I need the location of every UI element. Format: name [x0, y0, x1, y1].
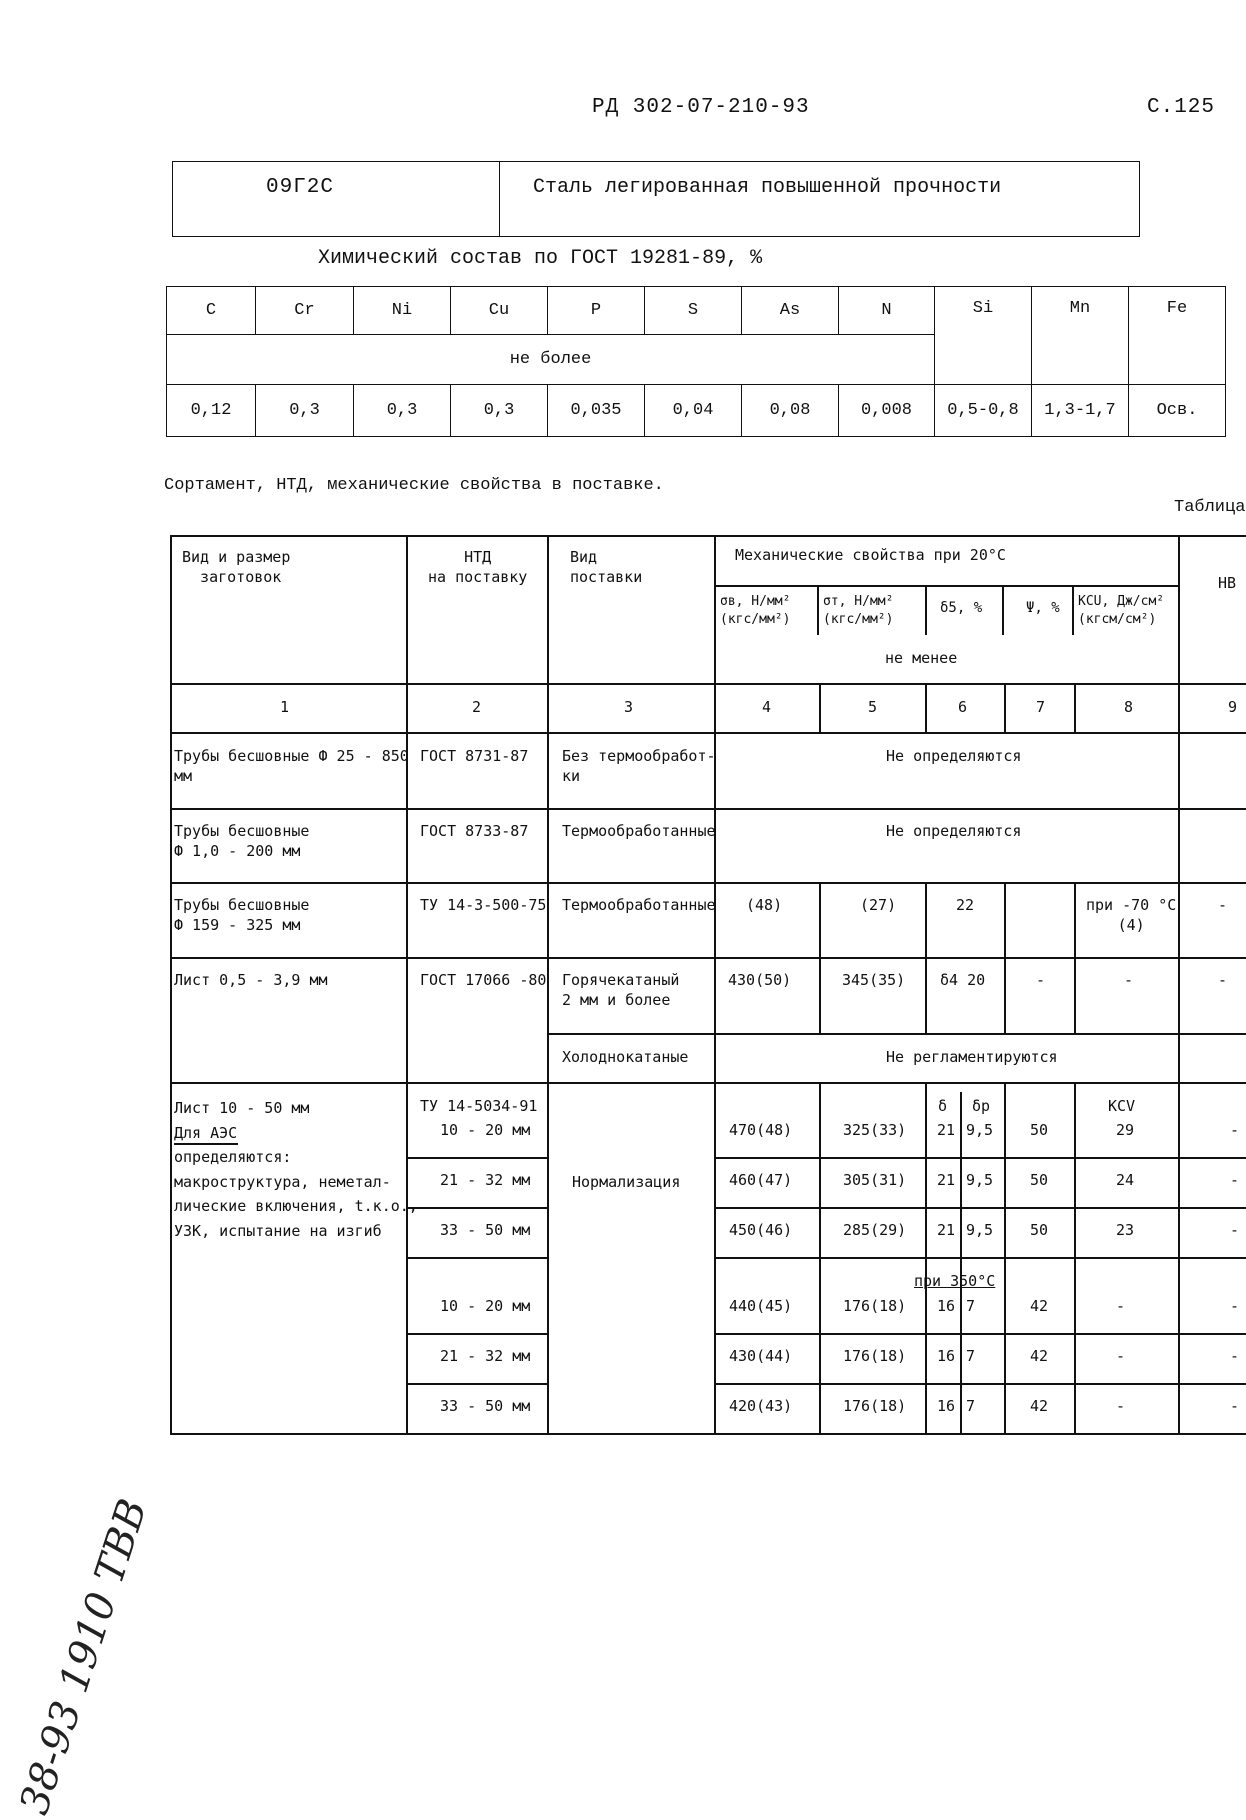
- row5-sub6-impact: -: [1116, 1397, 1126, 1415]
- row1-delivery: Без термообработ- ки: [562, 747, 716, 785]
- header-tensile-strength: σв, Н/мм² (кгс/мм²): [720, 594, 791, 627]
- row5-sub4-delta-p: 7: [966, 1297, 976, 1315]
- row5-delta-p-label: δр: [972, 1097, 991, 1115]
- col-number-8: 8: [1124, 698, 1134, 716]
- row5-sub2-size: 21 - 32 мм: [440, 1171, 531, 1189]
- chem-value-n: 0,008: [839, 385, 935, 437]
- col-number-6: 6: [958, 698, 968, 716]
- row5-sub5-size: 21 - 32 мм: [440, 1347, 531, 1365]
- row5-sub2-reduction: 50: [1030, 1171, 1049, 1189]
- row3-impact: при -70 °С (4): [1086, 896, 1177, 934]
- row3-yield: (27): [860, 896, 897, 914]
- chem-header-cu: Cu: [451, 287, 548, 335]
- header-reduction-area: Ψ, %: [1026, 600, 1060, 616]
- chem-header-cr: Cr: [256, 287, 354, 335]
- col-number-9: 9: [1228, 698, 1238, 716]
- header-mechanical-properties: Механические свойства при 20°С: [735, 546, 1006, 564]
- chem-value-mn: 1,3-1,7: [1032, 385, 1129, 437]
- chem-value-cu: 0,3: [451, 385, 548, 437]
- row5-sub3-delta: 21: [937, 1221, 956, 1239]
- chem-header-si: Si: [935, 287, 1032, 385]
- row1-blank: Трубы бесшовные Ф 25 - 850 мм: [174, 747, 409, 785]
- row5-sub6-delta-p: 7: [966, 1397, 976, 1415]
- row5-sub5-hb: -: [1230, 1347, 1240, 1365]
- row5-sub3-size: 33 - 50 мм: [440, 1221, 531, 1239]
- row3-ntd: ТУ 14-3-500-75: [420, 896, 547, 914]
- col-number-4: 4: [762, 698, 772, 716]
- row5-sub1-size: 10 - 20 мм: [440, 1121, 531, 1139]
- chemical-composition-caption: Химический состав по ГОСТ 19281-89, %: [318, 247, 763, 270]
- row2-ntd: ГОСТ 8733-87: [420, 822, 529, 840]
- assortment-caption: Сортамент, НТД, механические свойства в поставке.: [164, 476, 664, 495]
- row4a-reduction: -: [1036, 971, 1046, 989]
- row5-sub2-hb: -: [1230, 1171, 1240, 1189]
- row5-sub5-delta-p: 7: [966, 1347, 976, 1365]
- row5-sub1-impact: 29: [1116, 1121, 1135, 1139]
- header-impact-kcu: KCU, Дж/см² (кгсм/см²): [1078, 594, 1165, 627]
- row3-delivery: Термообработанные: [562, 896, 716, 914]
- row5-sub6-delta: 16: [937, 1397, 956, 1415]
- row4a-tensile: 430(50): [728, 971, 792, 989]
- row5-sub2-delta: 21: [937, 1171, 956, 1189]
- row2-delivery: Термообработанные: [562, 822, 716, 840]
- col-number-5: 5: [868, 698, 878, 716]
- row5-at-350: при 350°С: [914, 1272, 996, 1290]
- row5-sub5-tensile: 430(44): [729, 1347, 793, 1365]
- header-ntd: НТД на поставку: [428, 548, 528, 586]
- chem-value-ni: 0,3: [354, 385, 451, 437]
- row5-sub1-reduction: 50: [1030, 1121, 1049, 1139]
- row5-sub4-impact: -: [1116, 1297, 1126, 1315]
- chem-value-c: 0,12: [167, 385, 256, 437]
- header-not-less: не менее: [885, 649, 958, 667]
- row5-sub1-hb: -: [1230, 1121, 1240, 1139]
- row5-sub3-hb: -: [1230, 1221, 1240, 1239]
- row4a-yield: 345(35): [842, 971, 906, 989]
- chem-header-fe: Fe: [1129, 287, 1226, 385]
- row5-sub3-yield: 285(29): [843, 1221, 907, 1239]
- chem-header-as: As: [742, 287, 839, 335]
- col-number-1: 1: [280, 698, 290, 716]
- col-number-2: 2: [472, 698, 482, 716]
- row5-ntd: ТУ 14-5034-91: [420, 1097, 538, 1115]
- header-hb: НВ: [1218, 574, 1237, 592]
- row3-blank: Трубы бесшовные Ф 159 - 325 мм: [174, 896, 310, 934]
- chem-value-s: 0,04: [645, 385, 742, 437]
- row2-not-determined: Не определяются: [886, 822, 1022, 840]
- row5-sub3-tensile: 450(46): [729, 1221, 793, 1239]
- row5-sub4-reduction: 42: [1030, 1297, 1049, 1315]
- row4-ntd: ГОСТ 17066 -80: [420, 971, 547, 989]
- row5-sub2-delta-p: 9,5: [966, 1171, 994, 1189]
- row5-delivery: Нормализация: [572, 1173, 681, 1191]
- row5-sub6-tensile: 420(43): [729, 1397, 793, 1415]
- table-label: Таблица: [1174, 498, 1246, 517]
- row5-sub3-impact: 23: [1116, 1221, 1135, 1239]
- row5-delta-label: δ: [938, 1097, 948, 1115]
- row1-not-determined: Не определяются: [886, 747, 1022, 765]
- row5-sub5-yield: 176(18): [843, 1347, 907, 1365]
- row5-blank: Лист 10 - 50 мм Для АЭС определяются: макроструктура, неметал- лические включения, t.к.о., УЗК, испытание на изгиб: [174, 1099, 418, 1240]
- row3-hb: -: [1218, 896, 1228, 914]
- handwritten-margin-note: 38-93 1910 ТВВ: [11, 1493, 157, 1820]
- chem-header-p: P: [548, 287, 645, 335]
- row4a-hb: -: [1218, 971, 1228, 989]
- chem-value-cr: 0,3: [256, 385, 354, 437]
- document-code: РД 302-07-210-93: [592, 96, 810, 119]
- row4a-impact: -: [1124, 971, 1134, 989]
- row5-sub2-tensile: 460(47): [729, 1171, 793, 1189]
- chem-header-ni: Ni: [354, 287, 451, 335]
- chem-header-mn: Mn: [1032, 287, 1129, 385]
- chem-value-fe: Осв.: [1129, 385, 1226, 437]
- row4b-delivery: Холоднокатаные: [562, 1048, 689, 1066]
- col-number-7: 7: [1036, 698, 1046, 716]
- row3-elongation: 22: [956, 896, 975, 914]
- row4b-not-regulated: Не регламентируются: [886, 1048, 1058, 1066]
- row5-sub2-impact: 24: [1116, 1171, 1135, 1189]
- chem-header-n: N: [839, 287, 935, 335]
- row5-sub5-reduction: 42: [1030, 1347, 1049, 1365]
- row1-ntd: ГОСТ 8731-87: [420, 747, 529, 765]
- row5-kcv-label: KCV: [1108, 1097, 1136, 1115]
- header-elongation: δ5, %: [940, 600, 983, 616]
- row4a-delivery: Горячекатаный 2 мм и более: [562, 971, 680, 1009]
- row5-sub4-size: 10 - 20 мм: [440, 1297, 531, 1315]
- row5-sub4-tensile: 440(45): [729, 1297, 793, 1315]
- row4-blank: Лист 0,5 - 3,9 мм: [174, 971, 328, 989]
- col-number-3: 3: [624, 698, 634, 716]
- row5-sub6-yield: 176(18): [843, 1397, 907, 1415]
- row4a-elongation: δ4 20: [940, 971, 986, 989]
- row5-sub1-delta: 21: [937, 1121, 956, 1139]
- row5-sub6-hb: -: [1230, 1397, 1240, 1415]
- chem-note: не более: [167, 335, 935, 385]
- row5-sub3-reduction: 50: [1030, 1221, 1049, 1239]
- header-blank-type-size: Вид и размер заготовок: [182, 548, 291, 586]
- row5-sub1-yield: 325(33): [843, 1121, 907, 1139]
- row5-sub6-reduction: 42: [1030, 1397, 1049, 1415]
- row2-blank: Трубы бесшовные Ф 1,0 - 200 мм: [174, 822, 310, 860]
- steel-description: Сталь легированная повышенной прочности: [533, 176, 1002, 199]
- row5-sub4-yield: 176(18): [843, 1297, 907, 1315]
- row5-sub5-impact: -: [1116, 1347, 1126, 1365]
- row5-sub5-delta: 16: [937, 1347, 956, 1365]
- chem-header-s: S: [645, 287, 742, 335]
- steel-grade: 09Г2С: [266, 176, 335, 199]
- chem-header-c: C: [167, 287, 256, 335]
- page-number: С.125: [1147, 96, 1216, 119]
- header-yield-strength: σт, Н/мм² (кгс/мм²): [823, 594, 894, 627]
- row5-sub1-delta-p: 9,5: [966, 1121, 994, 1139]
- row5-sub4-delta: 16: [937, 1297, 956, 1315]
- chem-value-p: 0,035: [548, 385, 645, 437]
- row5-sub3-delta-p: 9,5: [966, 1221, 994, 1239]
- row3-tensile: (48): [746, 896, 783, 914]
- row5-sub4-hb: -: [1230, 1297, 1240, 1315]
- header-delivery-type: Вид поставки: [570, 548, 643, 586]
- row5-sub1-tensile: 470(48): [729, 1121, 793, 1139]
- row5-sub2-yield: 305(31): [843, 1171, 907, 1189]
- row5-aes-underline: [174, 1143, 238, 1145]
- chem-value-as: 0,08: [742, 385, 839, 437]
- chem-value-si: 0,5-0,8: [935, 385, 1032, 437]
- row5-sub6-size: 33 - 50 мм: [440, 1397, 531, 1415]
